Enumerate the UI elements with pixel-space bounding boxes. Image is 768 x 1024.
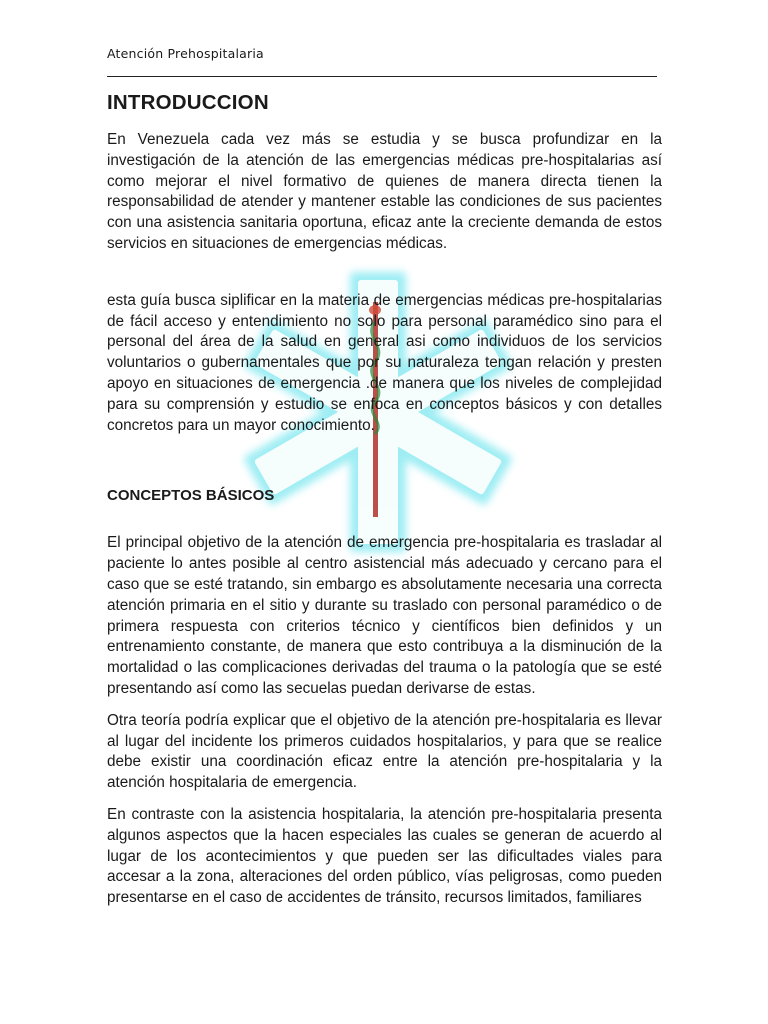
section-heading: CONCEPTOS BÁSICOS xyxy=(107,487,275,505)
section-paragraph-2: Otra teoría podría explicar que el objetivo de la atención pre-hospitalaria es llevar al lugar del incidente los primeros cuidados hospitalarios, y para que se realice debe existir una coordinación eficaz entre la atención pre-hospitalaria y la atención hospitalaria de emergencia. xyxy=(107,711,662,792)
intro-paragraph-2: esta guía busca siplificar en la materia de emergencias médicas pre-hospitalarias de fácil acceso y entendimiento no solo para personal paramédico sino para el personal del área de la salud en general asi como individuos de los servicios voluntarios o gubernamentales que por su naturaleza tengan relación y presten apoyo en situaciones de emergencia .de manera que los niveles de complejidad para su comprensión y estudio se enfoca en conceptos básicos y con detalles concretos para un mayor conocimiento. xyxy=(107,291,662,434)
document-body xyxy=(107,90,662,909)
section-paragraph-1: El principal objetivo de la atención de emergencia pre-hospitalaria es trasladar al paciente lo antes posible al centro asistencial más adecuado y cercano para el caso que se esté tratando, sin embargo es absolutamente necesaria una correcta atención primaria en el sitio y durante su traslado con personal paramédico o de primera respuesta con criterios técnico y científicos bien definidos y un entrenamiento constante, de manera que esto contribuya a la disminución de la mortalidad o las complicaciones derivadas del trauma o la patología que se esté presentando así como las secuelas puedan derivarse de estas. xyxy=(107,534,662,697)
page-title: INTRODUCCION xyxy=(107,91,269,114)
section-paragraph-3: En contraste con la asistencia hospitalaria, la atención pre-hospitalaria presenta algunos aspectos que la hacen especiales las cuales se generan de acuerdo al lugar de los acontecimientos y que pueden ser las dificultades viales para accesar a la zona, alteraciones del orden público, vías peligrosas, como pueden presentarse en el caso de accidentes de tránsito, recursos limitados, familiares xyxy=(107,805,662,907)
header-rule xyxy=(107,76,657,77)
intro-paragraph-1: En Venezuela cada vez más se estudia y se busca profundizar en la investigación de la atención de las emergencias médicas pre-hospitalarias así como mejorar el nivel formativo de quienes de manera directa tienen la responsabilidad de atender y mantener estable las condiciones de sus pacientes con una asistencia sanitaria oportuna, eficaz ante la creciente demanda de estos servicios en situaciones de emergencias médicas. xyxy=(107,131,662,252)
running-header: Atención Prehospitalaria xyxy=(107,46,264,61)
